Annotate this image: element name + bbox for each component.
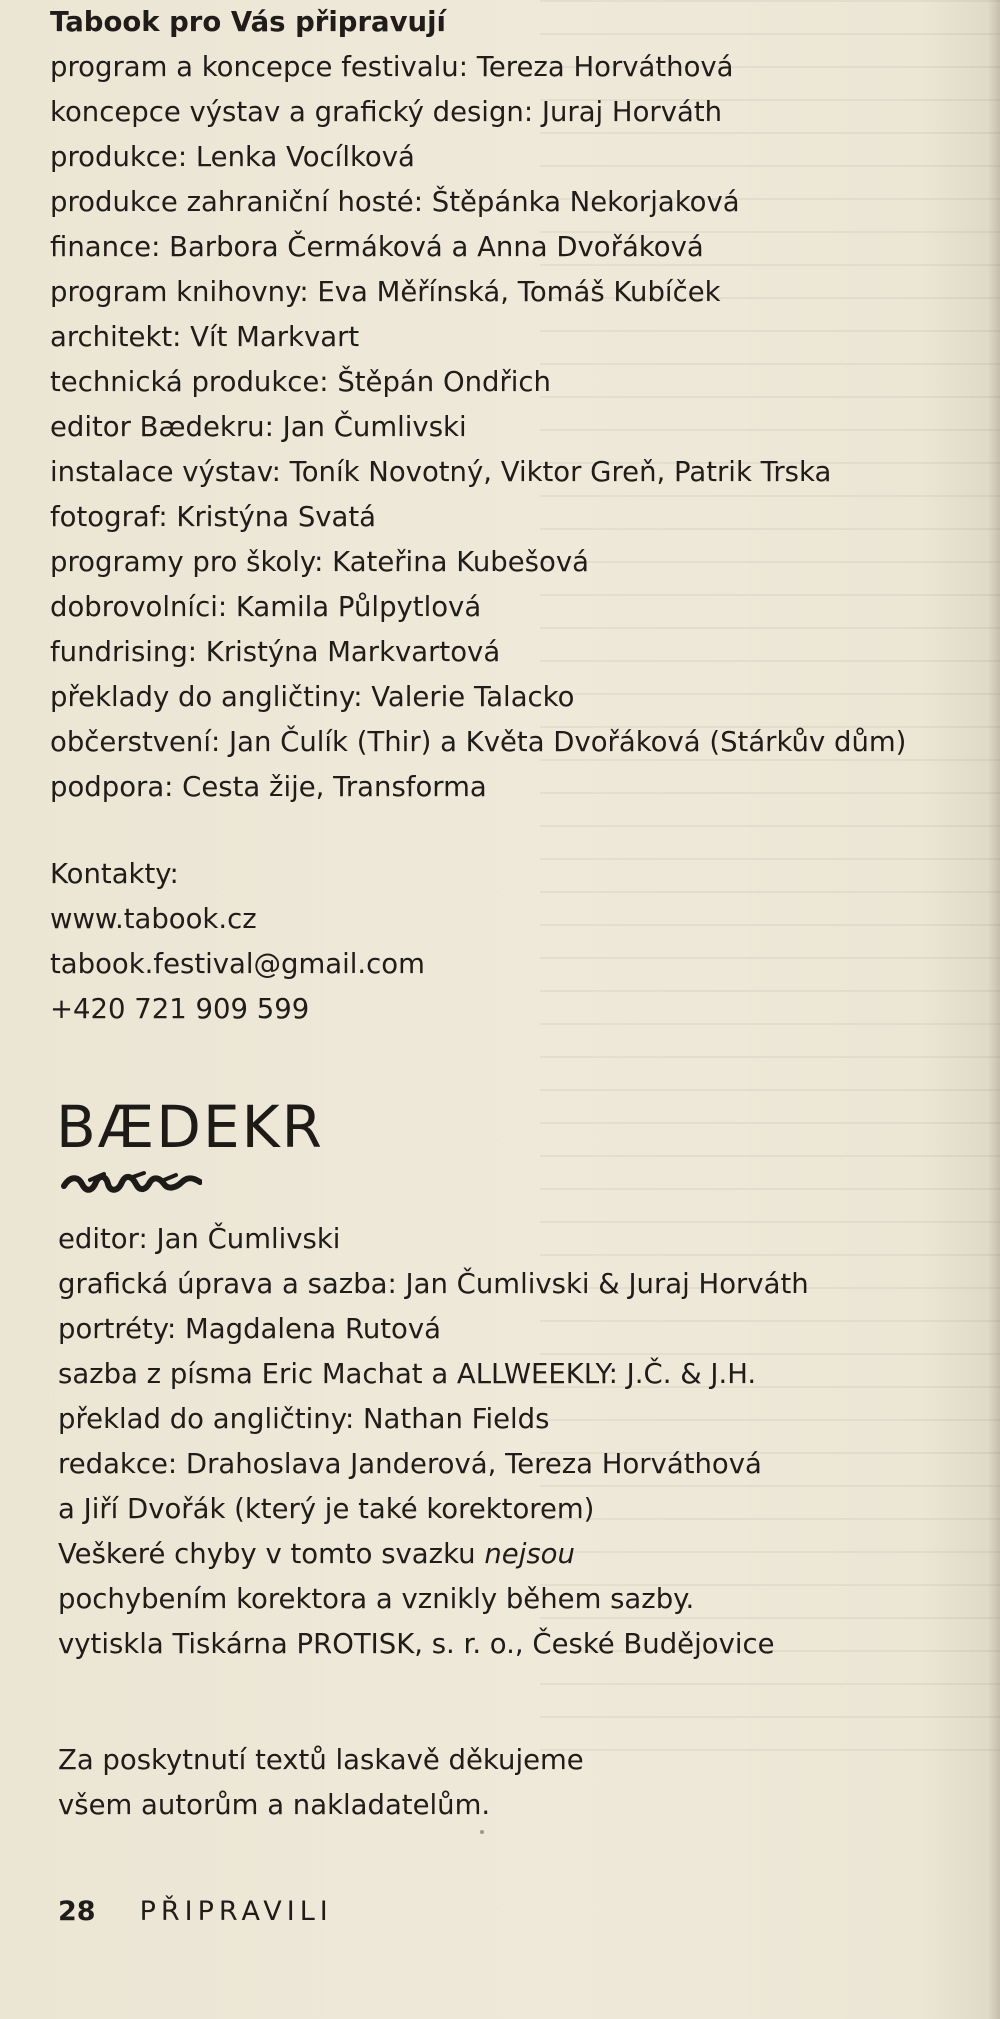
credit-line: fundrising: Kristýna Markvartová	[50, 636, 501, 668]
credit-line: architekt: Vít Markvart	[50, 321, 360, 353]
credit-line: portréty: Magdalena Rutová	[58, 1313, 442, 1345]
errata-emphasis: nejsou	[484, 1538, 575, 1570]
contacts-label: Kontakty:	[50, 858, 179, 890]
credit-line: občerstvení: Jan Čulík (Thir) a Květa Dvořáková (Stárkův dům)	[50, 726, 907, 758]
credit-line: editor Bædekru: Jan Čumlivski	[50, 411, 467, 443]
errata-text: Veškeré chyby v tomto svazku	[58, 1538, 485, 1570]
credit-line: překlady do angličtiny: Valerie Talacko	[50, 681, 575, 713]
page-footer	[58, 1892, 333, 1932]
credit-line: a Jiří Dvořák (který je také korektorem)	[58, 1493, 595, 1525]
credit-line: koncepce výstav a grafický design: Juraj Horváth	[50, 96, 723, 128]
credit-line: dobrovolníci: Kamila Půlpytlová	[50, 591, 482, 623]
baedekr-logo: BÆDEKR	[56, 1093, 324, 1161]
paper-speck	[480, 1830, 484, 1834]
contact-email: tabook.festival@gmail.com	[50, 948, 425, 980]
page-number: 28	[58, 1896, 96, 1927]
tabook-heading: Tabook pro Vás připravují	[50, 6, 446, 38]
credit-line: technická produkce: Štěpán Ondřich	[50, 366, 551, 398]
credit-line: program a koncepce festivalu: Tereza Horváthová	[50, 51, 734, 83]
credit-line: produkce: Lenka Vocílková	[50, 141, 415, 173]
printer-line: vytiskla Tiskárna PROTISK, s. r. o., České Budějovice	[58, 1628, 775, 1660]
contact-phone: +420 721 909 599	[50, 993, 310, 1025]
credit-line: instalace výstav: Toník Novotný, Viktor Greň, Patrik Trska	[50, 456, 832, 488]
credit-line: překlad do angličtiny: Nathan Fields	[58, 1403, 550, 1435]
credit-line: redakce: Drahoslava Janderová, Tereza Horváthová	[58, 1448, 762, 1480]
section-title: PŘIPRAVILI	[139, 1896, 333, 1927]
credit-line: editor: Jan Čumlivski	[58, 1223, 341, 1255]
credit-line: programy pro školy: Kateřina Kubešová	[50, 546, 589, 578]
thanks-line: všem autorům a nakladatelům.	[58, 1789, 491, 1821]
credit-line: fotograf: Kristýna Svatá	[50, 501, 377, 533]
credit-line: sazba z písma Eric Machat a ALLWEEKLY: J.Č. & J.H.	[58, 1358, 757, 1390]
flourish-ornament	[60, 1170, 202, 1198]
errata-line-2: pochybením korektora a vznikly během sazby.	[58, 1583, 695, 1615]
errata-line	[58, 1532, 809, 1577]
credit-line: finance: Barbora Čermáková a Anna Dvořáková	[50, 231, 704, 263]
contact-website: www.tabook.cz	[50, 903, 257, 935]
page-edge-shadow	[988, 0, 1000, 2019]
credit-line: produkce zahraniční hosté: Štěpánka Nekorjaková	[50, 186, 740, 218]
tabook-credits	[50, 0, 906, 810]
baedekr-credits	[58, 1217, 809, 1667]
thanks-section	[58, 1738, 584, 1828]
credit-line: podpora: Cesta žije, Transforma	[50, 771, 487, 803]
credit-line: grafická úprava a sazba: Jan Čumlivski & Juraj Horváth	[58, 1268, 809, 1300]
contacts-section	[50, 852, 425, 1032]
credit-line: program knihovny: Eva Měřínská, Tomáš Kubíček	[50, 276, 721, 308]
thanks-line: Za poskytnutí textů laskavě děkujeme	[58, 1744, 584, 1776]
